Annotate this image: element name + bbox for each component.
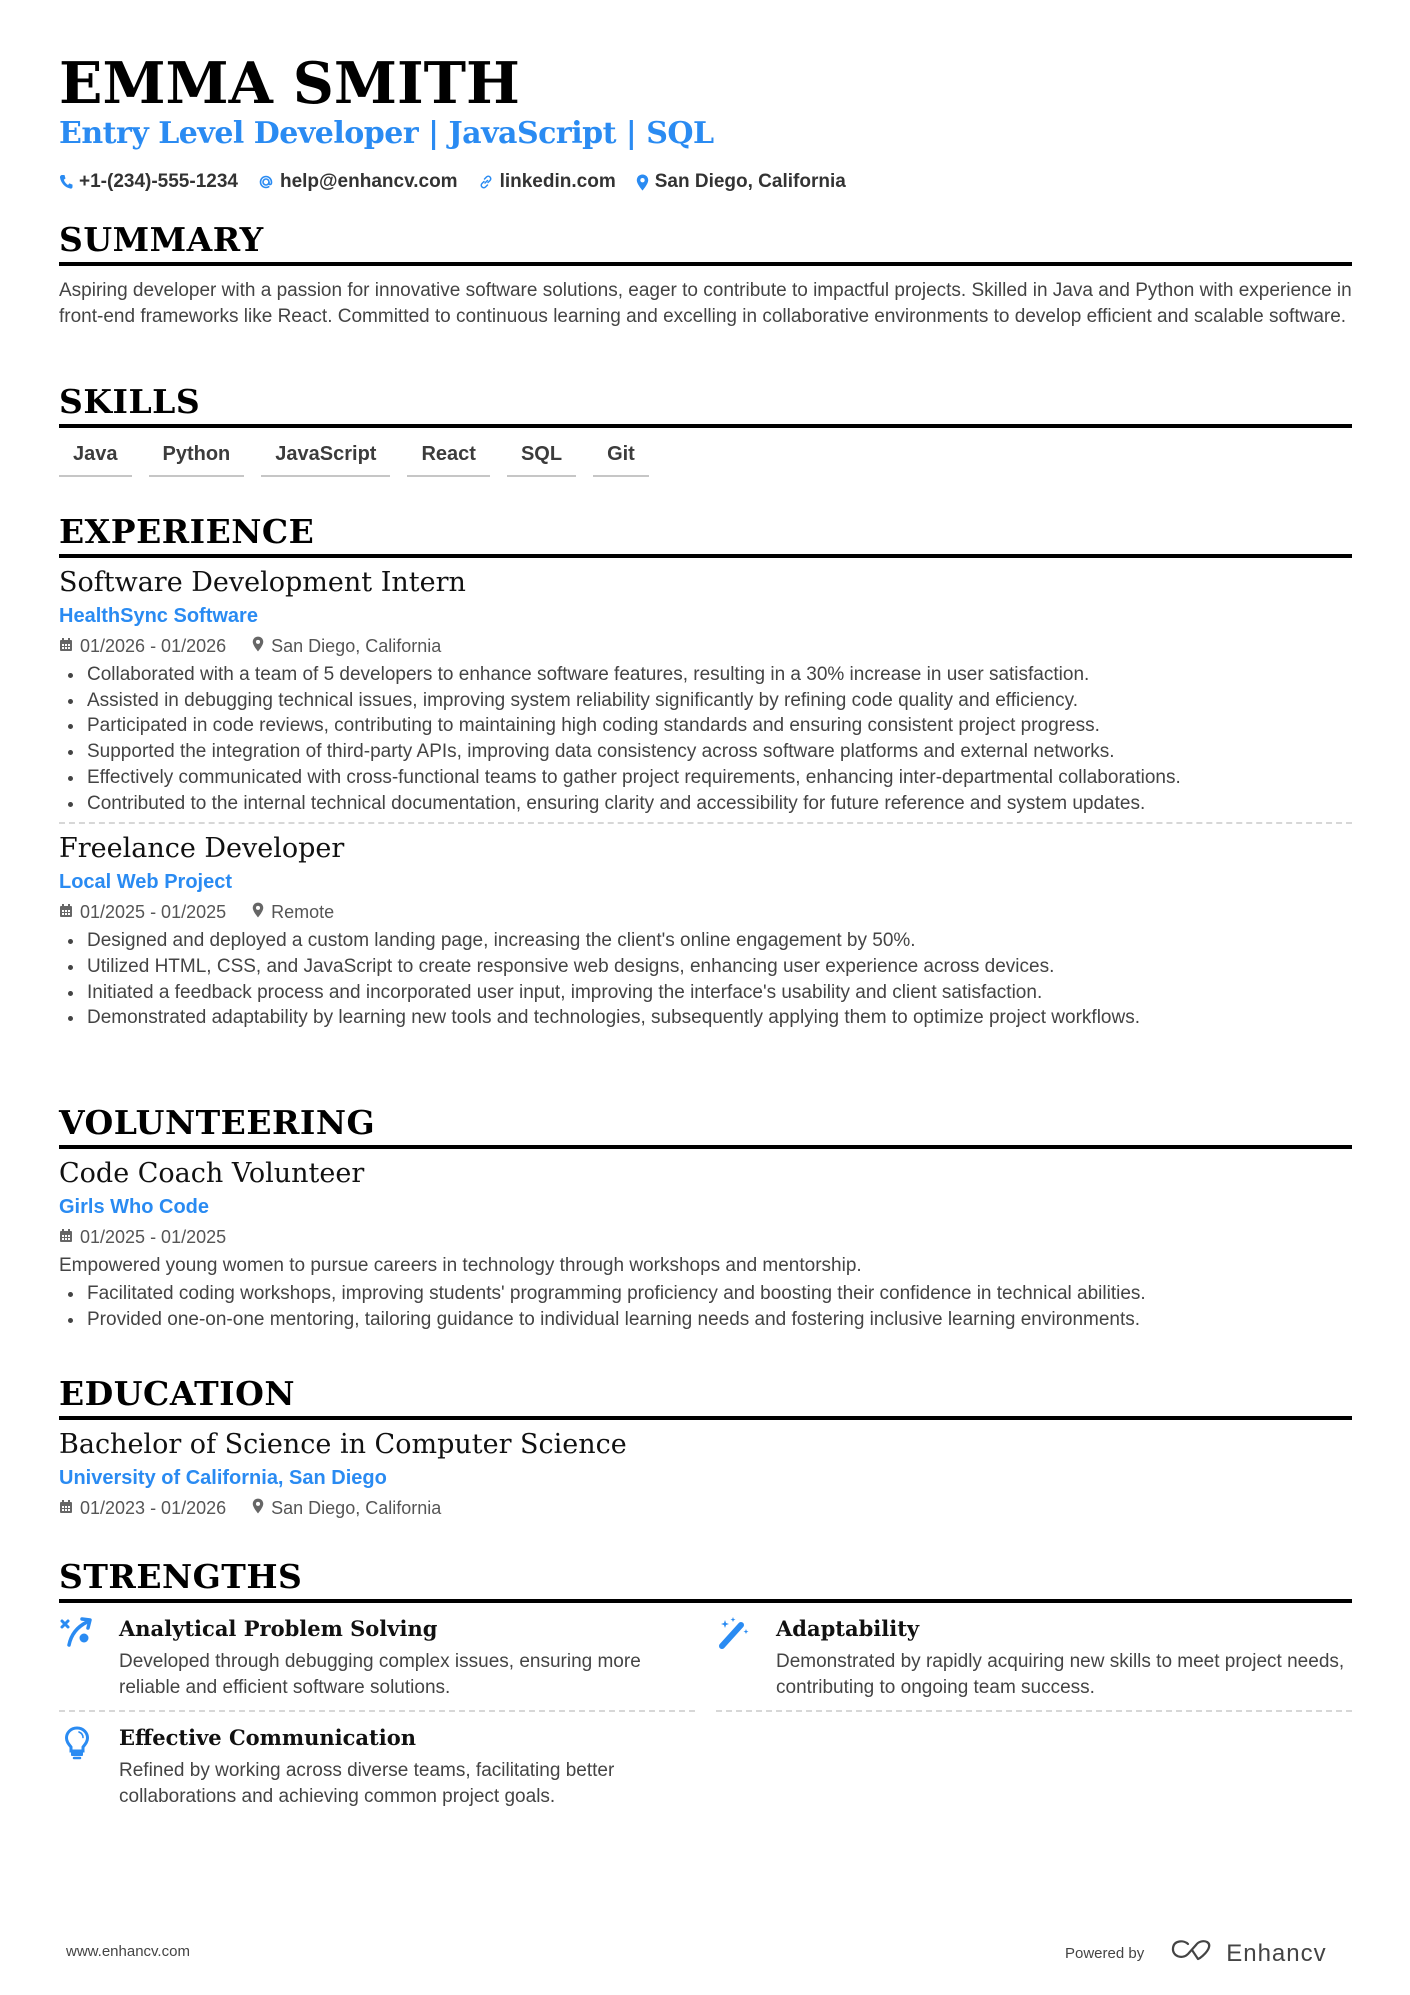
section-heading-volunteering: VOLUNTEERING bbox=[59, 1103, 376, 1142]
job-title: Software Development Intern bbox=[59, 567, 466, 598]
strength-description: Demonstrated by rapidly acquiring new skills to meet project needs, contributing to ongoing team success. bbox=[776, 1651, 1345, 1698]
linkedin-text: linkedin.com bbox=[499, 171, 616, 192]
section-heading-strengths: STRENGTHS bbox=[59, 1557, 303, 1596]
strength-title: Analytical Problem Solving bbox=[119, 1616, 438, 1641]
volunteering-section bbox=[59, 1103, 1352, 1332]
bullet-list bbox=[59, 1281, 1352, 1332]
strategy-icon bbox=[59, 1615, 99, 1655]
enhancv-logo[interactable] bbox=[1170, 1938, 1326, 1969]
candidate-title: Entry Level Developer | JavaScript | SQL bbox=[59, 116, 714, 151]
strengths-section bbox=[59, 1557, 1352, 1820]
entry-dates: 01/2025 - 01/2025 bbox=[80, 902, 227, 923]
bullet-item: Contributed to the internal technical documentation, ensuring clarity and accessibility for future reference and system updates. bbox=[59, 791, 1352, 817]
skills-list bbox=[59, 441, 1352, 477]
entry-location: Remote bbox=[271, 902, 335, 923]
contact-linkedin[interactable] bbox=[478, 169, 616, 195]
entry-location: San Diego, California bbox=[271, 1498, 442, 1518]
skills-section bbox=[59, 382, 1352, 477]
organization-name: Girls Who Code bbox=[59, 1196, 209, 1218]
bullet-item: Initiated a feedback process and incorporated user input, improving the interface's usability and client satisfaction. bbox=[59, 980, 1352, 1006]
entry-dates: 01/2023 - 01/2026 bbox=[80, 1498, 227, 1518]
company-name: Local Web Project bbox=[59, 871, 233, 894]
entry-meta bbox=[59, 898, 1352, 926]
section-rule bbox=[59, 554, 1352, 558]
phone-icon bbox=[59, 174, 73, 190]
education-section bbox=[59, 1374, 1352, 1522]
email-text: help@enhancv.com bbox=[279, 171, 458, 192]
bullet-item: Provided one-on-one mentoring, tailoring guidance to individual learning needs and fostering inclusive learning environments. bbox=[59, 1307, 1352, 1333]
powered-by-label: Powered by bbox=[1065, 1945, 1145, 1962]
bullet-item: Demonstrated adaptability by learning new tools and technologies, subsequently applying them to optimize project workflows. bbox=[59, 1005, 1352, 1031]
phone-text: +1-(234)-555-1234 bbox=[79, 171, 238, 192]
section-heading-summary: SUMMARY bbox=[59, 220, 264, 259]
enhancv-brand-name: Enhancv bbox=[1226, 1939, 1327, 1967]
strength-item bbox=[59, 1613, 695, 1712]
contact-bar bbox=[59, 169, 846, 195]
entry-meta bbox=[59, 1223, 1352, 1251]
skill-tag: Java bbox=[59, 441, 132, 477]
skill-tag: JavaScript bbox=[261, 441, 390, 477]
contact-email[interactable] bbox=[258, 169, 458, 195]
footer-website-link[interactable]: www.enhancv.com bbox=[66, 1943, 190, 1960]
contact-phone[interactable] bbox=[59, 169, 238, 195]
section-rule bbox=[59, 1145, 1352, 1149]
calendar-icon bbox=[59, 898, 73, 926]
bullet-item: Supported the integration of third-party APIs, improving data consistency across software platforms and external networks. bbox=[59, 739, 1352, 765]
bullet-list bbox=[59, 662, 1352, 816]
experience-entry bbox=[59, 566, 1352, 824]
calendar-icon bbox=[59, 1223, 73, 1251]
lightbulb-icon bbox=[59, 1724, 99, 1764]
section-rule bbox=[59, 1599, 1352, 1603]
footer-branding bbox=[1065, 1938, 1327, 1969]
bullet-item: Facilitated coding workshops, improving students' programming proficiency and boosting their confidence in technical abilities. bbox=[59, 1281, 1352, 1307]
bullet-list bbox=[59, 928, 1352, 1031]
company-name: HealthSync Software bbox=[59, 605, 258, 627]
location-pin-icon bbox=[636, 174, 649, 191]
strength-title: Effective Communication bbox=[119, 1725, 416, 1751]
experience-entry bbox=[59, 832, 1352, 1031]
section-heading-experience: EXPERIENCE bbox=[59, 512, 315, 551]
strength-item bbox=[59, 1722, 695, 1819]
candidate-name: EMMA SMITH bbox=[59, 50, 520, 117]
calendar-icon bbox=[59, 632, 73, 660]
experience-section bbox=[59, 512, 1352, 1031]
section-rule bbox=[59, 424, 1352, 428]
school-name: University of California, San Diego bbox=[59, 1467, 387, 1489]
entry-separator bbox=[59, 822, 1352, 824]
strength-item bbox=[716, 1613, 1352, 1712]
section-rule bbox=[59, 1416, 1352, 1420]
at-icon bbox=[258, 174, 274, 190]
degree-title: Bachelor of Science in Computer Science bbox=[59, 1429, 627, 1460]
magic-wand-icon bbox=[716, 1615, 756, 1655]
education-entry bbox=[59, 1428, 1352, 1522]
bullet-item: Participated in code reviews, contributing to maintaining high coding standards and ensuring consistent project progress. bbox=[59, 713, 1352, 739]
entry-location: San Diego, California bbox=[271, 636, 442, 656]
bullet-item: Collaborated with a team of 5 developers to enhance software features, resulting in a 30% increase in user satisfaction. bbox=[59, 662, 1352, 688]
entry-dates: 01/2026 - 01/2026 bbox=[80, 636, 227, 656]
entry-meta bbox=[59, 632, 1352, 660]
summary-section bbox=[59, 220, 1352, 330]
strength-description: Developed through debugging complex issues, ensuring more reliable and efficient software solutions. bbox=[119, 1651, 641, 1698]
summary-text: Aspiring developer with a passion for innovative software solutions, eager to contribute to impactful projects. Skilled in Java and Python with experience in front-end frameworks like React. Committed to continuous learning and excelling in collaborative environments to develop efficient and scalable software. bbox=[59, 280, 1352, 327]
section-heading-education: EDUCATION bbox=[59, 1374, 296, 1413]
location-pin-icon bbox=[252, 632, 264, 660]
skill-tag: React bbox=[407, 441, 489, 477]
section-heading-skills: SKILLS bbox=[59, 382, 201, 421]
skill-tag: Git bbox=[593, 441, 649, 477]
skill-tag: SQL bbox=[507, 441, 576, 477]
calendar-icon bbox=[59, 1494, 73, 1522]
enhancv-logo-icon bbox=[1170, 1938, 1216, 1969]
strength-description: Refined by working across diverse teams, facilitating better collaborations and achieving common project goals. bbox=[119, 1760, 615, 1808]
location-text: San Diego, California bbox=[654, 171, 846, 192]
entry-dates: 01/2025 - 01/2025 bbox=[80, 1227, 227, 1247]
bullet-item: Assisted in debugging technical issues, improving system reliability significantly by refining code quality and efficiency. bbox=[59, 688, 1352, 714]
bullet-item: Utilized HTML, CSS, and JavaScript to create responsive web designs, enhancing user experience across devices. bbox=[59, 954, 1352, 980]
role-title: Code Coach Volunteer bbox=[59, 1158, 365, 1189]
entry-meta bbox=[59, 1494, 1352, 1522]
volunteer-entry bbox=[59, 1157, 1352, 1332]
link-icon bbox=[478, 174, 494, 190]
contact-location bbox=[636, 169, 846, 195]
section-rule bbox=[59, 262, 1352, 266]
strengths-grid bbox=[59, 1613, 1352, 1820]
location-pin-icon bbox=[252, 1494, 264, 1522]
job-title: Freelance Developer bbox=[59, 833, 345, 865]
location-pin-icon bbox=[252, 898, 264, 926]
strength-title: Adaptability bbox=[776, 1616, 920, 1641]
bullet-item: Designed and deployed a custom landing page, increasing the client's online engagement by 50%. bbox=[59, 928, 1352, 954]
volunteer-description: Empowered young women to pursue careers in technology through workshops and mentorship. bbox=[59, 1255, 862, 1276]
skill-tag: Python bbox=[149, 441, 245, 477]
bullet-item: Effectively communicated with cross-functional teams to gather project requirements, enhancing inter-departmental collaborations. bbox=[59, 765, 1352, 791]
